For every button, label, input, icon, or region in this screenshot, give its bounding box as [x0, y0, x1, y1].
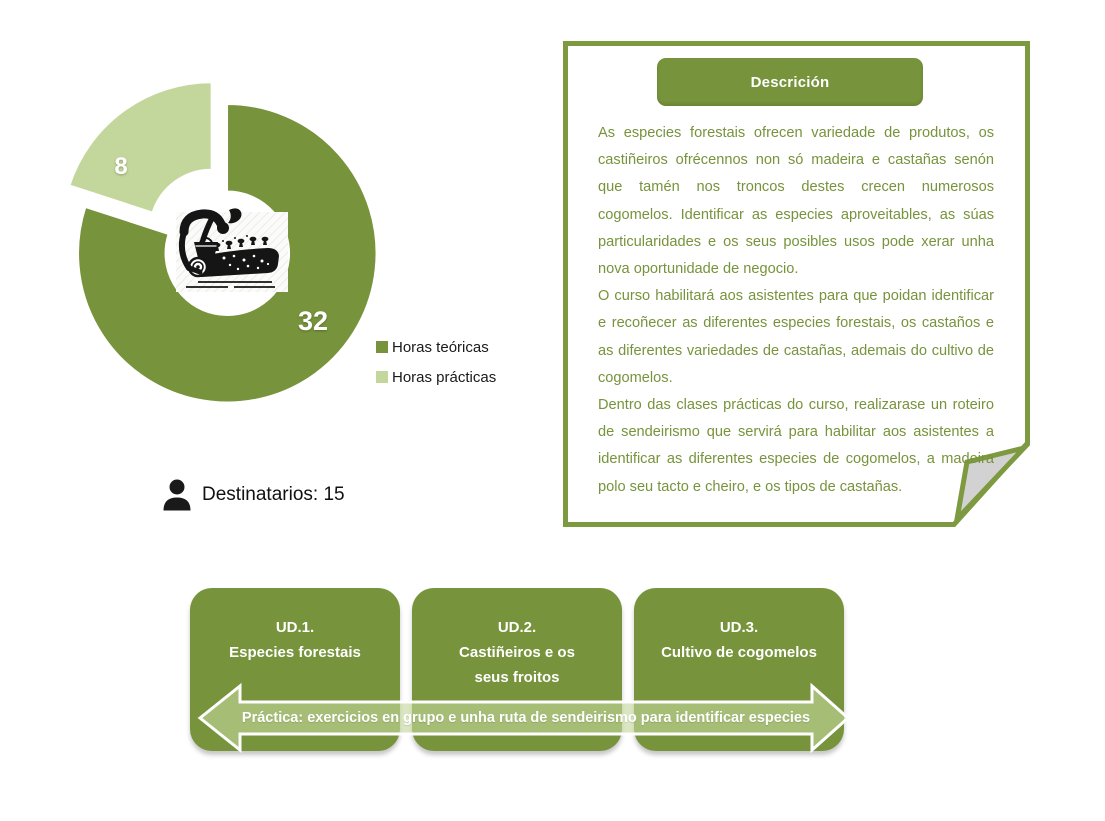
legend-item-practicas: [376, 369, 496, 385]
legend-label: Horas prácticas: [392, 368, 497, 386]
description-title: Descrición: [750, 73, 830, 91]
description-paragraph: O curso habilitará aos asistentes para que poidan identificar e recoñecer as diferentes especies forestais, os castaños e as diferentes variedades de castañas, ademais do cultivo de cogomelos.: [598, 288, 994, 386]
description-title-badge: [657, 58, 923, 106]
legend-label: Horas teóricas: [392, 338, 489, 356]
chart-legend: [376, 339, 496, 385]
mushroom-harvest-icon: [176, 208, 288, 292]
basket-icon: [194, 242, 218, 258]
donut-slice-1: [70, 82, 212, 212]
legend-swatch-practicas-icon: [376, 371, 388, 383]
practice-arrow-label: Práctica: exercicios en grupo e unha ruta de sendeirismo para identificar especies: [241, 710, 811, 726]
legend-swatch-teoricas-icon: [376, 341, 388, 353]
slice-label-teoricas: 32: [297, 306, 329, 336]
unit-code: UD.2.: [497, 619, 537, 636]
unit-title: Especies forestais: [229, 644, 361, 661]
unit-code: UD.1.: [275, 619, 315, 636]
unit-title: Cultivo de cogomelos: [661, 644, 817, 661]
description-box: [563, 41, 1030, 527]
audience-row: [162, 478, 345, 512]
unit-title-line2: seus froitos: [474, 669, 560, 686]
unit-code: UD.3.: [719, 619, 759, 636]
description-paragraph: As especies forestais ofrecen variedade de produtos, os castiñeiros ofrécennos non só madeira e castañas senón que tamén nos troncos destes crecen numerosos cogomelos. Identificar as especies aproveitables, as súas particularidades e os seus posibles usos pode xerar unha nova oportunidade de negocio.: [598, 125, 994, 278]
unit-title: Castiñeiros e os: [459, 644, 575, 661]
hours-donut-chart: [40, 60, 400, 420]
description-text: [598, 120, 994, 501]
slice-label-practicas: 8: [114, 153, 128, 180]
description-paragraph: Dentro das clases prácticas do curso, realizarase un roteiro de sendeirismo que servirá para habilitar aos asistentes a identificar as diferentes especies de cogomelos, a madeira polo seu tacto e cheiro, e os tipos de castañas.: [598, 397, 994, 495]
audience-label: Destinatarios: 15: [202, 484, 345, 505]
practice-arrow: [196, 680, 856, 756]
person-icon: [162, 478, 192, 512]
legend-item-teoricas: [376, 339, 496, 355]
